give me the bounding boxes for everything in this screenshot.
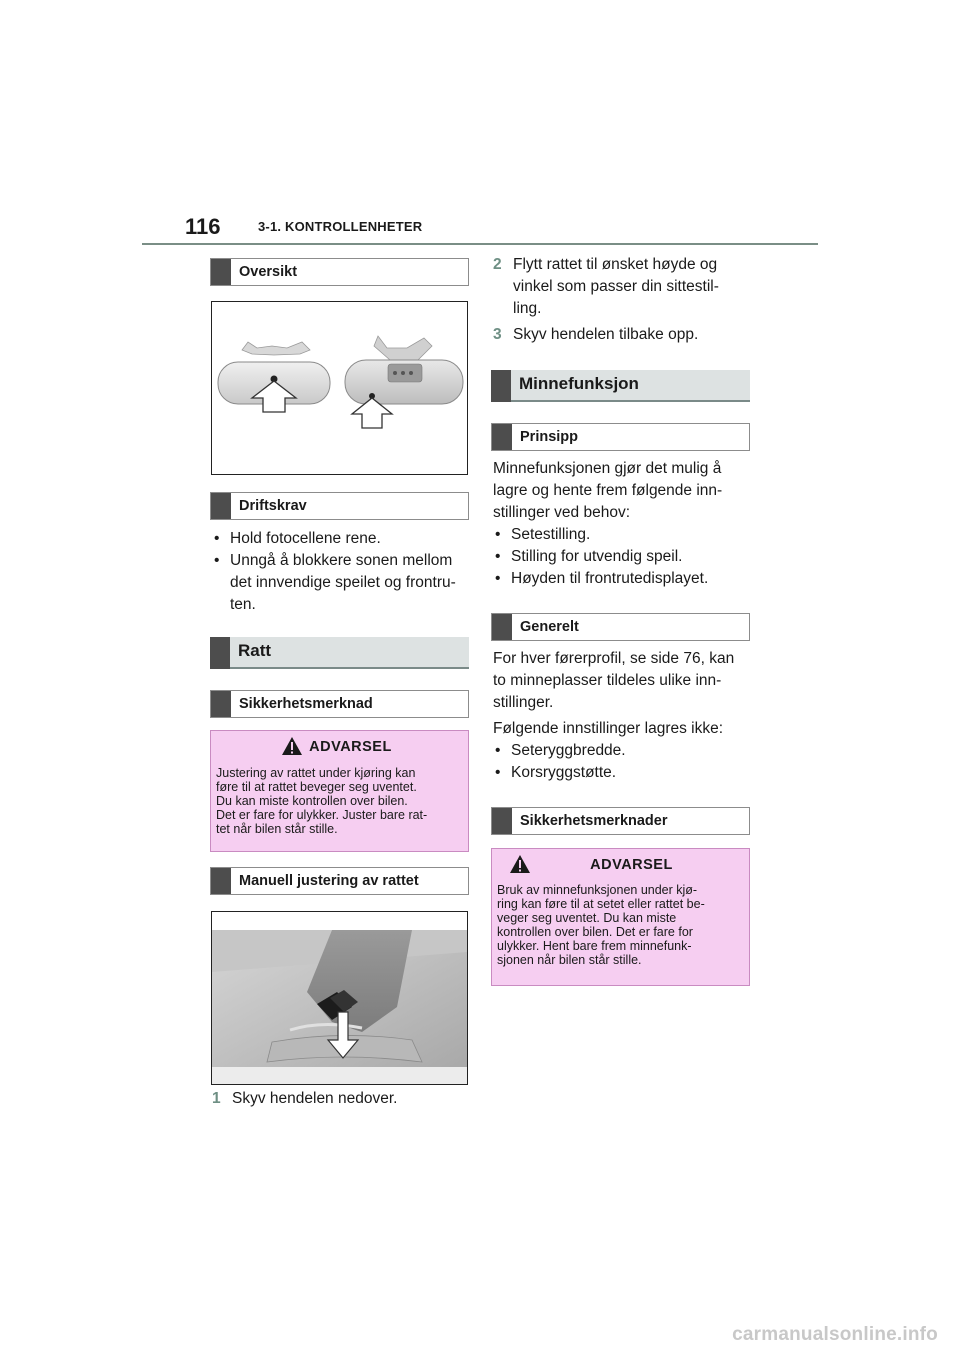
subheading-driftskrav xyxy=(210,492,469,520)
list-item: • Setestilling. xyxy=(493,524,753,546)
warning-line: Det er fare for ulykker. Juster bare rat- xyxy=(216,808,428,822)
warning-line: føre til at rattet beveger seg uventet. xyxy=(216,780,417,794)
subheading-manuell-label: Manuell justering av rattet xyxy=(239,873,419,889)
step-3 xyxy=(493,324,773,346)
driftskrav-list xyxy=(212,528,470,616)
step-1 xyxy=(212,1088,490,1110)
step-number: 2 xyxy=(493,256,502,273)
warning-title: ADVARSEL xyxy=(590,857,673,873)
ikke-lagret-paragraph: Følgende innstillinger lagres ikke: xyxy=(493,720,724,737)
subheading-sikkerhetsmerknad xyxy=(210,690,469,718)
warning-box-memory xyxy=(491,848,750,986)
section-minnefunksjon xyxy=(491,370,750,402)
warning-title: ADVARSEL xyxy=(309,739,392,755)
footer-watermark[interactable]: carmanualsonline.info xyxy=(732,1324,938,1345)
section-ratt xyxy=(210,637,469,669)
subheading-manuell xyxy=(210,867,469,895)
paragraph-line: Minnefunksjonen gjør det mulig å xyxy=(493,460,722,477)
mirror-illustration-svg xyxy=(212,302,467,474)
subheading-prinsipp-label: Prinsipp xyxy=(520,429,579,445)
subheading-driftskrav-label: Driftskrav xyxy=(239,498,307,514)
prinsipp-paragraph xyxy=(493,458,753,524)
section-ratt-label: Ratt xyxy=(238,641,272,660)
header-divider xyxy=(142,243,818,245)
warning-line: ring kan føre til at setet eller rattet be- xyxy=(497,897,705,911)
subheading-generelt xyxy=(491,613,750,641)
subheading-sikkerhetsmerknader xyxy=(491,807,750,835)
warning-line: ulykker. Hent bare frem minnefunk- xyxy=(497,939,692,953)
step-text: Skyv hendelen tilbake opp. xyxy=(513,326,699,343)
list-item xyxy=(212,550,470,616)
warning-box-steering xyxy=(210,730,469,852)
list-item: • Korsryggstøtte. xyxy=(493,762,753,784)
page-number: 116 xyxy=(185,214,221,239)
subheading-prinsipp xyxy=(491,423,750,451)
ikke-lagret-list xyxy=(493,740,753,784)
warning-body xyxy=(497,883,743,967)
subheading-generelt-label: Generelt xyxy=(520,619,579,635)
subheading-sikkerhetsmerknader-label: Sikkerhetsmerknader xyxy=(520,813,668,829)
paragraph-line: lagre og hente frem følgende inn- xyxy=(493,482,723,499)
step-text: Skyv hendelen nedover. xyxy=(232,1090,398,1107)
list-item-text: Unngå å blokkere sonen mellom det innvendige speilet og frontru-ten. xyxy=(230,552,456,613)
mirror-sensor-illustration xyxy=(211,301,468,475)
warning-body xyxy=(216,766,462,836)
paragraph-line: For hver førerprofil, se side 76, kan xyxy=(493,650,735,667)
subheading-sikkerhetsmerknad-label: Sikkerhetsmerknad xyxy=(239,696,373,712)
step-number: 1 xyxy=(212,1090,221,1107)
steering-illustration-svg xyxy=(212,912,467,1084)
step-line: ling. xyxy=(513,300,542,317)
paragraph-line: stillinger. xyxy=(493,694,554,711)
warning-line: Bruk av minnefunksjonen under kjø- xyxy=(497,883,698,897)
step-line: vinkel som passer din sittestil- xyxy=(513,278,719,295)
steering-lever-illustration xyxy=(211,911,468,1085)
list-item: • Seteryggbredde. xyxy=(493,740,753,762)
chapter-title: 3-1. KONTROLLENHETER xyxy=(258,219,423,234)
warning-line: Du kan miste kontrollen over bilen. xyxy=(216,794,408,808)
warning-line: Justering av rattet under kjøring kan xyxy=(216,766,416,780)
prinsipp-list xyxy=(493,524,753,590)
generelt-paragraph xyxy=(493,648,753,714)
subheading-oversikt xyxy=(210,258,469,286)
paragraph-line: stillinger ved behov: xyxy=(493,504,630,521)
warning-line: veger seg uventet. Du kan miste xyxy=(497,911,677,925)
list-item: • Hold fotocellene rene. xyxy=(212,528,470,550)
warning-line: tet når bilen står stille. xyxy=(216,822,338,836)
warning-line: sjonen når bilen står stille. xyxy=(497,953,642,967)
list-item: • Stilling for utvendig speil. xyxy=(493,546,753,568)
step-2 xyxy=(493,254,773,320)
paragraph-line: to minneplasser tildeles ulike inn- xyxy=(493,672,722,689)
step-number: 3 xyxy=(493,326,502,343)
subheading-oversikt-label: Oversikt xyxy=(239,264,298,280)
warning-line: kontrollen over bilen. Det er fare for xyxy=(497,925,693,939)
list-item: • Høyden til frontrutedisplayet. xyxy=(493,568,753,590)
section-minnefunksjon-label: Minnefunksjon xyxy=(519,374,639,393)
step-line: Flytt rattet til ønsket høyde og xyxy=(513,256,718,273)
